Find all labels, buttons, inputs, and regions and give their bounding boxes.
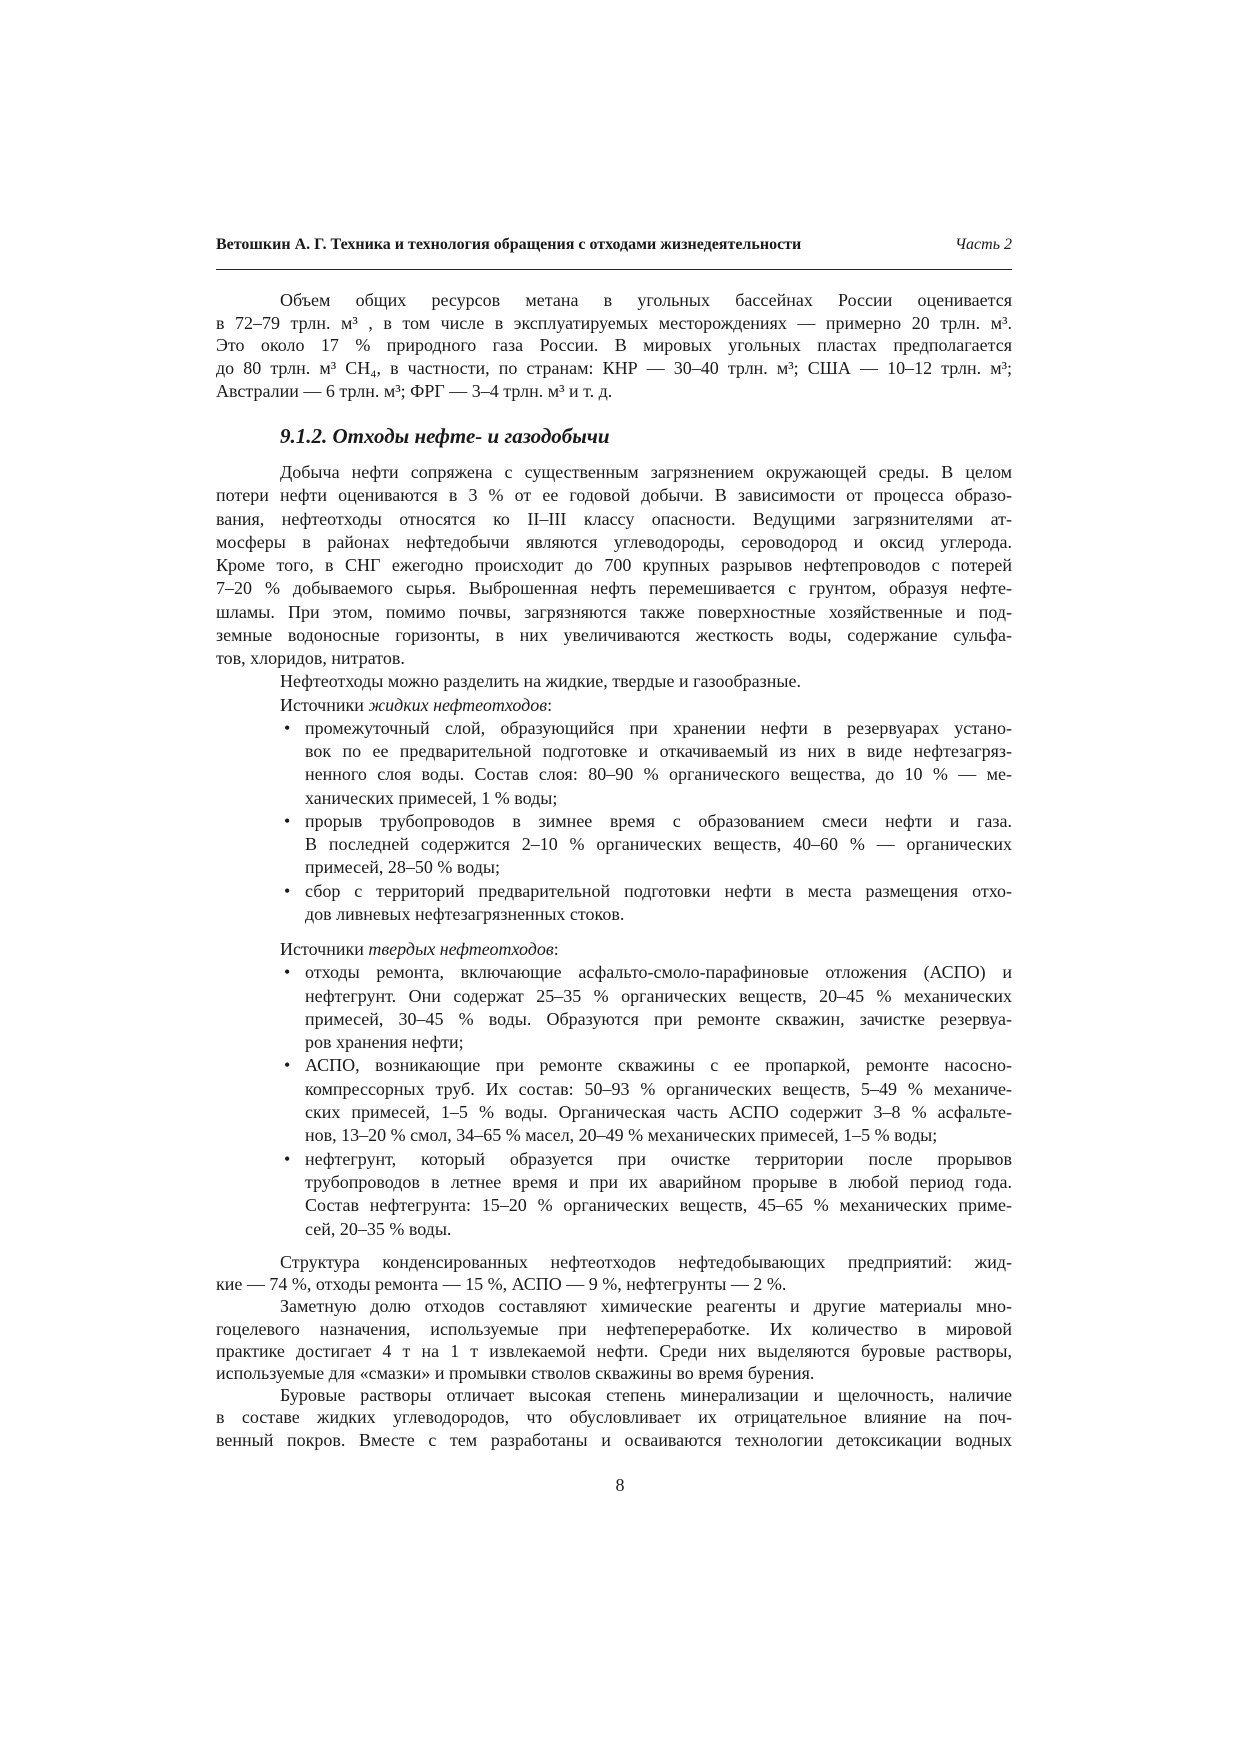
punctuation: : xyxy=(547,694,553,715)
line-text: вания, нефтеотходы относятся ко II–III классу опасности. Ведущими загрязнителями ат- xyxy=(216,508,1012,529)
line-text: Нефтеотходы можно разделить на жидкие, твердые и газообразные. xyxy=(280,671,801,692)
line-text: ров хранения нефти; xyxy=(305,1032,464,1053)
line-text: дов ливневых нефтезагрязненных стоков. xyxy=(305,903,625,924)
line-text: трубопроводов в летнее время и при их аварийном прорыве в любой период года. xyxy=(305,1171,1012,1192)
line-text: Добыча нефти сопряжена с существенным загрязнением окружающей среды. В целом xyxy=(280,462,1012,482)
text-line xyxy=(216,531,1012,554)
section-structure-and-drilling xyxy=(216,1251,1012,1451)
line-text: вок по ее предварительной подготовке и откачиваемый из них в виде нефтезагряз- xyxy=(305,741,1012,761)
line-text: земные водоносные горизонты, в них увеличиваются жесткость воды, содержание сульфа- xyxy=(216,624,1012,645)
line-text: Структура конденсированных нефтеотходов нефтедобывающих предприятий: жид- xyxy=(280,1252,1012,1272)
list-item-line xyxy=(216,1124,1012,1147)
list-item-line xyxy=(216,1054,1012,1077)
list-item-line xyxy=(216,740,1012,763)
text-line xyxy=(216,508,1012,531)
page-number: 8 xyxy=(615,1475,625,1495)
line-text: Заметную долю отходов составляют химические реагенты и другие материалы мно- xyxy=(280,1296,1012,1317)
section-liquid-waste xyxy=(216,461,1012,926)
text-line xyxy=(216,554,1012,577)
text-line xyxy=(216,1295,1012,1317)
text-line xyxy=(216,670,1012,693)
text-line xyxy=(216,938,1012,961)
line-text: шламы. При этом, помимо почвы, загрязняются также поверхностные хозяйственные и под- xyxy=(216,601,1012,622)
line-text: Состав нефтегрунта: 15–20 % органических веществ, 45–65 % механических приме- xyxy=(305,1195,1012,1216)
list-item-line xyxy=(216,1148,1012,1171)
list-item-line xyxy=(216,856,1012,879)
line-text: ненного слоя воды. Состав слоя: 80–90 % органического вещества, до 10 % — ме- xyxy=(305,764,1012,785)
line-text: 7–20 % добываемого сырья. Выброшенная нефть перемешивается с грунтом, образуя нефте- xyxy=(216,578,1012,599)
list-item-line xyxy=(216,1194,1012,1217)
list-item-line xyxy=(216,833,1012,856)
bullet-icon: • xyxy=(284,962,291,983)
text-line xyxy=(216,334,1012,357)
text-line xyxy=(216,694,1012,717)
line-text: кие — 74 %, отходы ремонта — 15 %, АСПО — 9 %, нефтегрунты — 2 %. xyxy=(216,1274,787,1295)
line-text: венный покров. Вместе с тем разработаны и осваиваются технологии детоксикации водных xyxy=(216,1429,1012,1450)
list-item-line xyxy=(216,1101,1012,1124)
line-text: примесей, 28–50 % воды; xyxy=(305,857,501,878)
line-text: используемые для «смазки» и промывки стволов скважины во время бурения. xyxy=(216,1363,815,1384)
list-item-line xyxy=(216,1031,1012,1054)
line-text: в составе жидких углеводородов, что обусловливает их отрицательное влияние на поч- xyxy=(216,1407,1012,1428)
text-line xyxy=(216,312,1012,335)
text-line xyxy=(216,289,1012,312)
line-text: Австралии — 6 трлн. м³; ФРГ — 3–4 трлн. м³ и т. д. xyxy=(216,380,613,401)
list-item-line xyxy=(216,787,1012,810)
line-text: АСПО, возникающие при ремонте скважины с ее пропаркой, ремонте насосно- xyxy=(305,1055,1012,1076)
header-part: Часть 2 xyxy=(955,236,1012,253)
header-title: Ветошкин А. Г. Техника и технология обращения с отходами жизнедеятельности xyxy=(216,236,802,253)
italic-term: жидких нефтеотходов xyxy=(368,694,548,715)
text-line xyxy=(216,357,1012,380)
text-line xyxy=(216,1384,1012,1406)
list-item-line xyxy=(216,1171,1012,1194)
text-line xyxy=(216,1318,1012,1340)
text-line xyxy=(216,624,1012,647)
line-text: нов, 13–20 % смол, 34–65 % масел, 20–49 % механических примесей, 1–5 % воды; xyxy=(305,1125,938,1146)
list-item-line xyxy=(216,880,1012,903)
line-text: потери нефти оцениваются в 3 % от ее годовой добычи. В зависимости от процесса образо- xyxy=(216,485,1012,506)
list-item-line xyxy=(216,763,1012,786)
line-text: сбор с территорий предварительной подготовки нефти в места размещения отхо- xyxy=(305,880,1012,901)
line-text: Кроме того, в СНГ ежегодно происходит до 700 крупных разрывов нефтепроводов с потерей xyxy=(216,555,1012,575)
section-heading: 9.1.2. Отходы нефте- и газодобычи xyxy=(280,424,610,448)
running-header xyxy=(216,234,1012,256)
bullet-icon: • xyxy=(284,880,291,901)
list-item-line xyxy=(216,961,1012,984)
line-text: Источники xyxy=(280,694,369,715)
bullet-icon: • xyxy=(284,810,291,831)
list-item-line xyxy=(216,903,1012,926)
list-item-line xyxy=(216,810,1012,833)
list-item-line xyxy=(216,985,1012,1008)
bullet-icon: • xyxy=(284,1148,291,1169)
line-text: отходы ремонта, включающие асфальто-смоло-парафиновые отложения (АСПО) и xyxy=(305,962,1012,983)
text-line xyxy=(216,1362,1012,1384)
line-text: практике достигает 4 т на 1 т извлекаемой нефти. Среди них выделяются буровые растворы, xyxy=(216,1340,1012,1361)
text-line xyxy=(216,484,1012,507)
line-text: нефтегрунт. Они содержат 25–35 % органических веществ, 20–45 % механических xyxy=(305,985,1012,1006)
paragraph-methane-resources xyxy=(216,289,1012,403)
line-text: в 72–79 трлн. м³ , в том числе в эксплуатируемых месторождениях — примерно 20 трлн. м³. xyxy=(216,312,1012,333)
line-text: промежуточный слой, образующийся при хранении нефти в резервуарах устано- xyxy=(305,717,1012,738)
bullet-icon: • xyxy=(284,1055,291,1076)
italic-term: твердых нефтеотходов xyxy=(368,939,554,959)
line-text: Источники xyxy=(280,939,369,959)
line-text: Это около 17 % природного газа России. В мировых угольных пластах предполагается xyxy=(216,335,1012,356)
line-text: примесей, 30–45 % воды. Образуются при ремонте скважин, зачистке резервуа- xyxy=(305,1008,1012,1029)
text-line xyxy=(216,1273,1012,1295)
line-text: В последней содержится 2–10 % органических веществ, 40–60 % — органических xyxy=(305,834,1012,854)
line-text: нефтегрунт, который образуется при очистке территории после прорывов xyxy=(305,1148,1012,1169)
list-item-line xyxy=(216,1008,1012,1031)
line-text: сей, 20–35 % воды. xyxy=(305,1218,452,1239)
line-text: до 80 трлн. м³ CH₄, в частности, по странам: КНР — 30–40 трлн. м³; США — 10–12 трлн. м³; xyxy=(216,358,1012,379)
text-line xyxy=(216,380,1012,403)
line-text: Объем общих ресурсов метана в угольных бассейнах России оценивается xyxy=(280,290,1012,310)
text-line xyxy=(216,601,1012,624)
line-text: Буровые растворы отличает высокая степень минерализации и щелочность, наличие xyxy=(280,1385,1012,1406)
text-line xyxy=(216,1429,1012,1451)
text-line xyxy=(216,1340,1012,1362)
text-line xyxy=(216,577,1012,600)
list-item-line xyxy=(216,1078,1012,1101)
punctuation: : xyxy=(553,939,559,959)
line-text: прорыв трубопроводов в зимнее время с образованием смеси нефти и газа. xyxy=(305,810,1012,831)
line-text: ханических примесей, 1 % воды; xyxy=(305,787,558,808)
bullet-icon: • xyxy=(284,717,291,738)
text-line xyxy=(216,647,1012,670)
line-text: мосферы в районах нефтедобычи являются углеводороды, сероводород и оксид углерода. xyxy=(216,531,1012,552)
list-item-line xyxy=(216,1218,1012,1241)
line-text: тов, хлоридов, нитратов. xyxy=(216,648,405,668)
section-solid-waste xyxy=(216,938,1012,1241)
line-text: ских примесей, 1–5 % воды. Органическая часть АСПО содержит 3–8 % асфальте- xyxy=(305,1102,1012,1123)
line-text: гоцелевого назначения, используемые при нефтепереработке. Их количество в мировой xyxy=(216,1318,1012,1339)
list-item-line xyxy=(216,717,1012,740)
header-rule xyxy=(216,269,1012,270)
line-text: компрессорных труб. Их состав: 50–93 % органических веществ, 5–49 % механиче- xyxy=(305,1078,1012,1099)
text-line xyxy=(216,1406,1012,1428)
text-line xyxy=(216,461,1012,484)
text-line xyxy=(216,1251,1012,1273)
